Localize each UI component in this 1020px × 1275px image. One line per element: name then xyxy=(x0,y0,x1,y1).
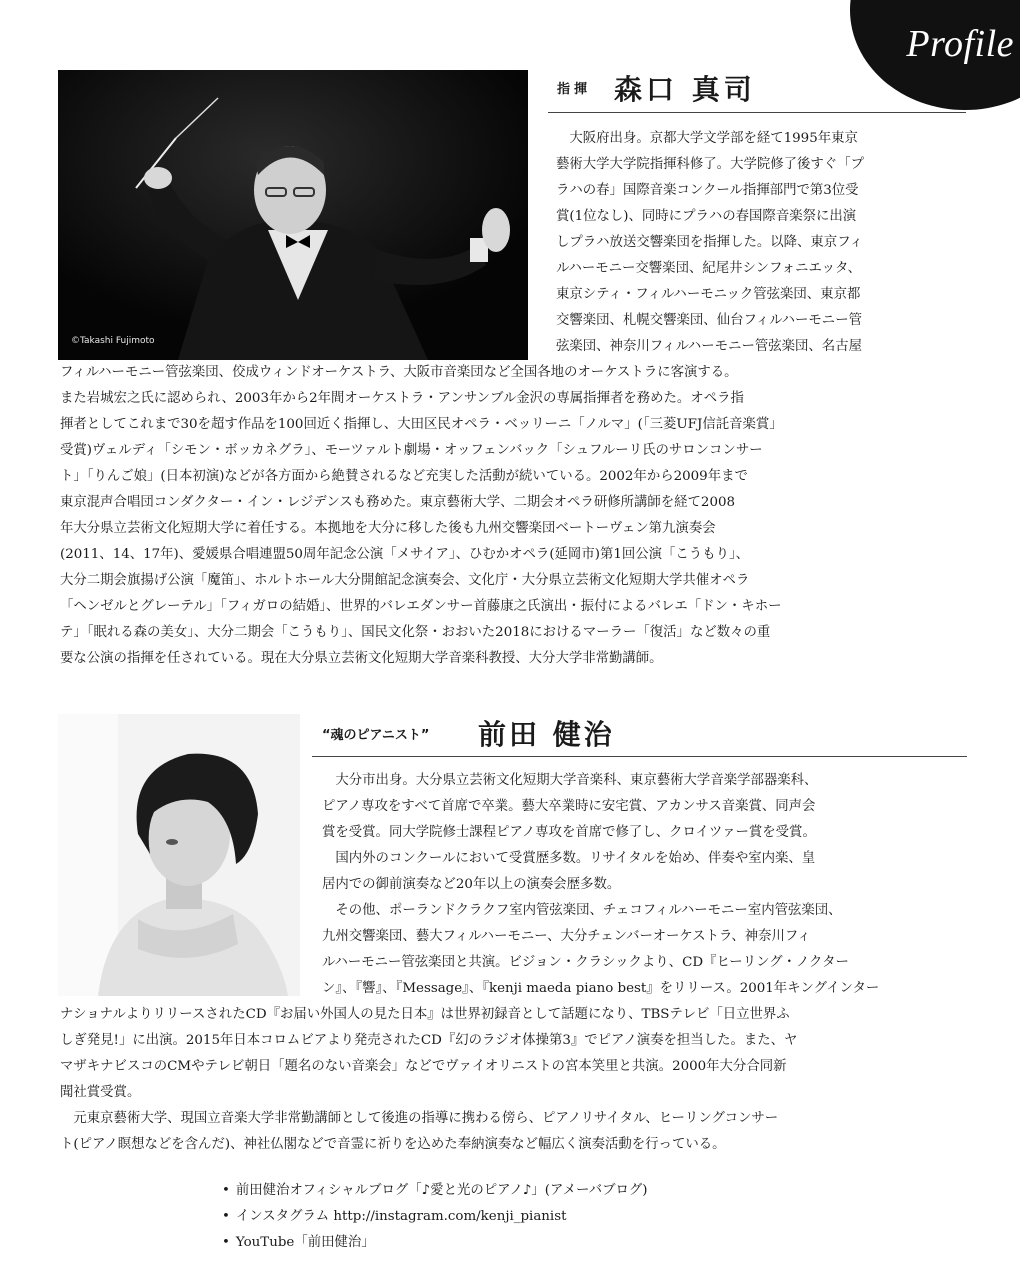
conductor-bio-line: ト」「りんご娘」(日本初演)などが各方面から絶賛されるなど充実した活動が続いている。2002年から2009年まで xyxy=(60,469,748,484)
conductor-role-label: 指揮 xyxy=(557,82,592,97)
conductor-bio-line: 大阪府出身。京都大学文学部を経て1995年東京 xyxy=(556,131,858,146)
pianist-bio-line: 国内外のコンクールにおいて受賞歴多数。リサイタルを始め、伴奏や室内楽、皇 xyxy=(322,851,816,866)
pianist-bio-line: ン』、『響』、『Message』、『kenji maeda piano best』をリリース。2001年キングインター xyxy=(322,981,880,996)
pianist-name: 前田 健治 xyxy=(478,718,615,751)
profile-heading: Profile xyxy=(906,23,1014,65)
pianist-bio-line: ルハーモニー管弦楽団と共演。ビジョン・クラシックより、CD『ヒーリング・ノクター xyxy=(322,955,849,970)
photo-credit: ©Takashi Fujimoto xyxy=(71,336,155,346)
conductor-bio-line: ラハの春」国際音楽コンクール指揮部門で第3位受 xyxy=(556,183,859,198)
conductor-bio-line: 年大分県立芸術文化短期大学に着任する。本拠地を大分に移した後も九州交響楽団ベートーヴェン第九演奏会 xyxy=(60,521,716,536)
pianist-bio-line: 聞社賞受賞。 xyxy=(60,1085,141,1100)
pianist-bio-line: 居内での御前演奏など20年以上の演奏会歴多数。 xyxy=(322,877,621,892)
bullet-icon: • xyxy=(222,1209,230,1224)
conductor-bio-line: フィルハーモニー管弦楽団、佼成ウィンドオーケストラ、大阪市音楽団など全国各地のオーケストラに客演する。 xyxy=(60,365,738,380)
list-item[interactable] xyxy=(222,1178,647,1204)
youtube-link[interactable]: YouTube「前田健治」 xyxy=(235,1235,375,1250)
pianist-role-label: “魂のピアニスト” xyxy=(322,728,430,743)
pianist-bio-line: 九州交響楽団、藝大フィルハーモニー、大分チェンバーオーケストラ、神奈川フィ xyxy=(322,929,811,944)
list-item[interactable] xyxy=(222,1204,647,1230)
pianist-bio-line: しぎ発見!」に出演。2015年日本コロムビアより発売されたCD『幻のラジオ体操第3』でピアノ演奏を担当した。また、ヤ xyxy=(60,1033,798,1048)
pianist-bio-line: 賞を受賞。同大学院修士課程ピアノ専攻を首席で修了し、クロイツァー賞を受賞。 xyxy=(322,825,816,840)
pianist-bio-line: その他、ポーランドクラクフ室内管弦楽団、チェコフィルハーモニー室内管弦楽団、 xyxy=(322,903,842,918)
conductor-name-divider xyxy=(548,112,966,113)
conductor-bio-line: テ」「眠れる森の美女」、大分二期会「こうもり」、国民文化祭・おおいた2018におけるマーラー「復活」など数々の重 xyxy=(60,625,771,640)
conductor-bio-line: ルハーモニー交響楽団、紀尾井シンフォニエッタ、 xyxy=(556,261,861,276)
bullet-icon: • xyxy=(222,1235,230,1250)
conductor-photo xyxy=(58,70,528,360)
conductor-bio-line: 東京シティ・フィルハーモニック管弦楽団、東京都 xyxy=(556,287,861,302)
conductor-bio-line: 「ヘンゼルとグレーテル」「フィガロの結婚」、世界的バレエダンサー首藤康之氏演出・振付によるバレエ「ドン・キホー xyxy=(60,599,782,614)
conductor-bio-line: 要な公演の指揮を任されている。現在大分県立芸術文化短期大学音楽科教授、大分大学非常勤講師。 xyxy=(60,651,663,666)
pianist-bio-line: 大分市出身。大分県立芸術文化短期大学音楽科、東京藝術大学音楽学部器楽科、 xyxy=(322,773,818,788)
conductor-bio-line: しプラハ放送交響楽団を指揮した。以降、東京フィ xyxy=(556,235,863,250)
list-item[interactable] xyxy=(222,1230,647,1256)
blog-link[interactable]: 前田健治オフィシャルブログ「♪愛と光のピアノ♪」(アメーバブログ) xyxy=(235,1183,648,1198)
pianist-bio-line: ト(ピアノ瞑想などを含んだ)、神社仏閣などで音霊に祈りを込めた奉納演奏など幅広く演奏活動を行っている。 xyxy=(60,1137,726,1152)
bullet-icon: • xyxy=(222,1183,230,1198)
conductor-bio-line: また岩城宏之氏に認められ、2003年から2年間オーケストラ・アンサンブル金沢の専属指揮者を務めた。オペラ指 xyxy=(60,391,744,406)
conductor-bio-line: 大分二期会旗揚げ公演「魔笛」、ホルトホール大分開館記念演奏会、文化庁・大分県立芸術文化短期大学共催オペラ xyxy=(60,573,750,588)
pianist-photo xyxy=(58,714,300,996)
instagram-link[interactable]: インスタグラム http://instagram.com/kenji_pianist xyxy=(235,1209,567,1224)
pianist-bio-line: マザキナビスコのCMやテレビ朝日「題名のない音楽会」などでヴァイオリニストの宮本笑里と共演。2000年大分合同新 xyxy=(60,1059,787,1074)
conductor-bio-line: 賞(1位なし)、同時にプラハの春国際音楽祭に出演 xyxy=(556,209,857,224)
pianist-bio-line: ピアノ専攻をすべて首席で卒業。藝大卒業時に安宅賞、アカンサス音楽賞、同声会 xyxy=(322,799,816,814)
pianist-bio-line: 元東京藝術大学、現国立音楽大学非常勤講師として後進の指導に携わる傍ら、ピアノリサイタル、ヒーリングコンサー xyxy=(60,1111,779,1126)
conductor-bio-line: 藝術大学大学院指揮科修了。大学院修了後すぐ「プ xyxy=(556,157,864,172)
conductor-bio-line: 受賞)ヴェルディ「シモン・ボッカネグラ」、モーツァルト劇場・オッフェンバック「シュフルーリ氏のサロンコンサー xyxy=(60,443,763,458)
pianist-bio-line: ナショナルよりリリースされたCD『お届い外国人の見た日本』は世界初録音として話題になり、TBSテレビ「日立世界ふ xyxy=(60,1007,790,1022)
pianist-name-divider xyxy=(312,756,967,757)
conductor-bio-line: 弦楽団、神奈川フィルハーモニー管弦楽団、名古屋 xyxy=(556,339,862,354)
conductor-illustration xyxy=(58,70,528,360)
conductor-bio-line: 揮者としてこれまで30を超す作品を100回近く指揮し、大田区民オペラ・ベッリーニ「ノルマ」(「三菱UFJ信託音楽賞」 xyxy=(60,417,783,432)
conductor-bio-line: 交響楽団、札幌交響楽団、仙台フィルハーモニー管 xyxy=(556,313,862,328)
conductor-bio-line: 東京混声合唱団コンダクター・イン・レジデンスも務めた。東京藝術大学、二期会オペラ研修所講師を経て2008 xyxy=(60,495,736,510)
conductor-name: 森口 真司 xyxy=(614,73,756,106)
conductor-bio-line: (2011、14、17年)、愛媛県合唱連盟50周年記念公演「メサイア」、ひむかオペラ(延岡市)第1回公演「こうもり」、 xyxy=(60,547,750,562)
pianist-links-list xyxy=(222,1178,647,1256)
pianist-illustration xyxy=(58,714,300,996)
